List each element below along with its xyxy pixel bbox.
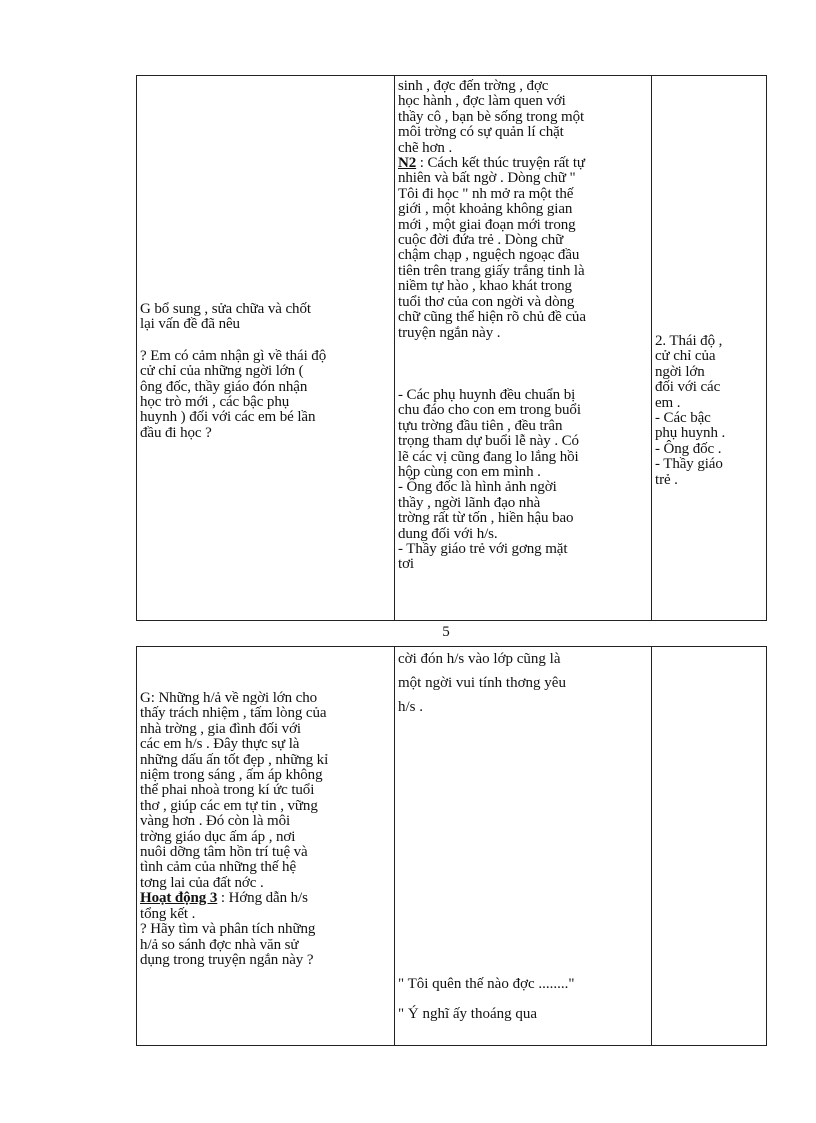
text-line: lại vấn đề đã nêu — [140, 316, 240, 333]
text-line: học trò mới , các bậc phụ — [140, 394, 290, 411]
n2-text: : Cách kết thúc truyện rất tự — [416, 155, 585, 172]
text-line: trọng tham dự buổi lễ này . Có — [398, 433, 579, 450]
text-line: tơng lai của đất nớc . — [140, 874, 264, 891]
text-line: chẽ hơn . — [398, 139, 453, 156]
text-line: - Các phụ huynh đều chuẩn bị — [398, 386, 576, 403]
question-line: ? Em có cảm nhận gì về thái độ — [140, 347, 327, 364]
text-line: vàng hơn . Đó còn là môi — [140, 813, 291, 830]
lesson-table-bottom — [136, 646, 767, 1046]
teacher-activity-cell — [137, 76, 395, 621]
text-line: sinh , đợc đến trờng , đợc — [398, 78, 549, 94]
text-line: chậm chạp , nguệch ngoạc đầu — [398, 247, 580, 264]
teacher-activity-cell — [137, 647, 395, 1046]
text-line: đầu đi học ? — [140, 424, 212, 441]
n2-line — [398, 156, 648, 171]
text-line: truyện ngắn này . — [398, 324, 501, 341]
student-activity-cell — [395, 76, 652, 621]
quote-line: " Tôi quên thế nào đợc ........" — [398, 976, 575, 992]
text-line: chu đáo cho con em trong buổi — [398, 402, 581, 419]
text-line: một ngời vui tính thơng yêu — [398, 675, 566, 691]
text-line: h/ả so sánh đợc nhà văn sử — [140, 936, 299, 953]
text-line: Tôi đi học " nh mở ra một thế — [398, 185, 574, 202]
text-line: môi trờng có sự quản lí chặt — [398, 124, 564, 141]
text-line: G: Những h/ả về ngời lớn cho — [140, 690, 318, 706]
text-line: G bổ sung , sửa chữa và chốt — [140, 301, 311, 317]
page-number: 5 — [442, 624, 450, 640]
text-line: học hành , đợc làm quen với — [398, 93, 566, 110]
text-line: trờng rất từ tốn , hiền hậu bao — [398, 510, 574, 527]
text-line: thấy trách nhiệm , tấm lòng của — [140, 705, 327, 722]
quote-line: " Ý nghĩ ấy thoáng qua — [398, 1006, 538, 1022]
text-line: - Ông đốc . — [655, 440, 722, 457]
text-line: thể phai nhoà trong kí ức tuổi — [140, 782, 315, 799]
text-line: thầy , ngời lãnh đạo nhà — [398, 494, 541, 511]
text-line: - Ông đốc là hình ảnh ngời — [398, 479, 557, 496]
text-line: nhiên và bất ngờ . Dòng chữ " — [398, 170, 576, 187]
lesson-table-top — [136, 75, 767, 621]
text-line: niệm trong sáng , ấm áp không — [140, 767, 323, 784]
text-line: tình cảm của những thế hệ — [140, 859, 296, 876]
text-line: - Thầy giáo — [655, 456, 723, 473]
text-line: giới , một khoảng không gian — [398, 201, 573, 218]
activity-label: Hoạt động 3 — [140, 890, 218, 907]
text-line: chữ cũng thể hiện rõ chủ đề của — [398, 309, 586, 326]
content-cell — [652, 647, 767, 1046]
text-line: cử chỉ của — [655, 348, 716, 365]
text-line: nuôi dỡng tâm hồn trí tuệ và — [140, 844, 308, 861]
text-line: niềm tự hào , khao khát trong — [398, 278, 572, 295]
text-line: mới , một giai đoạn mới trong — [398, 216, 576, 233]
activity-line — [140, 891, 391, 906]
text-line: huynh ) đối với các em bé lần — [140, 409, 316, 426]
text-line: tựu trờng đầu tiên , đều trân — [398, 417, 563, 434]
text-line: ngời lớn — [655, 363, 705, 380]
text-line: ông đốc, thầy giáo đón nhận — [140, 378, 308, 395]
text-line: lẽ các vị cũng đang lo lắng hồi — [398, 448, 579, 465]
text-line: các em h/s . Đây thực sự là — [140, 736, 300, 753]
text-line: phụ huynh . — [655, 425, 726, 442]
activity-text: : Hớng dẫn h/s — [217, 890, 308, 907]
text-line: đối với các — [655, 379, 721, 396]
text-line: tơi — [398, 556, 414, 573]
text-line: dụng trong truyện ngắn này ? — [140, 951, 314, 968]
text-line: cuộc đời đứa trẻ . Dòng chữ — [398, 232, 564, 249]
text-line: tiên trên trang giấy trắng tinh là — [398, 262, 585, 279]
text-line: - Thầy giáo trẻ với gơng mặt — [398, 540, 568, 557]
text-line: tuổi thơ của con ngời và dòng — [398, 293, 575, 310]
text-line: hộp cùng con em mình . — [398, 463, 541, 480]
text-line: nhà trờng , gia đình đối với — [140, 720, 301, 737]
text-line: dung đối với h/s. — [398, 525, 498, 542]
student-activity-cell — [395, 647, 652, 1046]
text-line: thầy cô , bạn bè sống trong một — [398, 108, 585, 125]
n2-label: N2 — [398, 155, 417, 172]
content-cell — [652, 76, 767, 621]
text-line: tổng kết . — [140, 905, 196, 922]
text-line: trờng giáo dục ấm áp , nơi — [140, 828, 296, 845]
text-line: h/s . — [398, 699, 424, 715]
text-line: 2. Thái độ , — [655, 333, 723, 349]
text-line: em . — [655, 394, 681, 411]
text-line: - Các bậc — [655, 410, 711, 427]
question-line: ? Hãy tìm và phân tích những — [140, 921, 316, 938]
text-line: cời đón h/s vào lớp cũng là — [398, 651, 561, 667]
text-line: cử chỉ của những ngời lớn ( — [140, 363, 304, 380]
text-line: những dấu ấn tốt đẹp , những kỉ — [140, 751, 329, 768]
text-line: trẻ . — [655, 471, 678, 488]
text-line: thơ , giúp các em tự tin , vững — [140, 797, 318, 814]
